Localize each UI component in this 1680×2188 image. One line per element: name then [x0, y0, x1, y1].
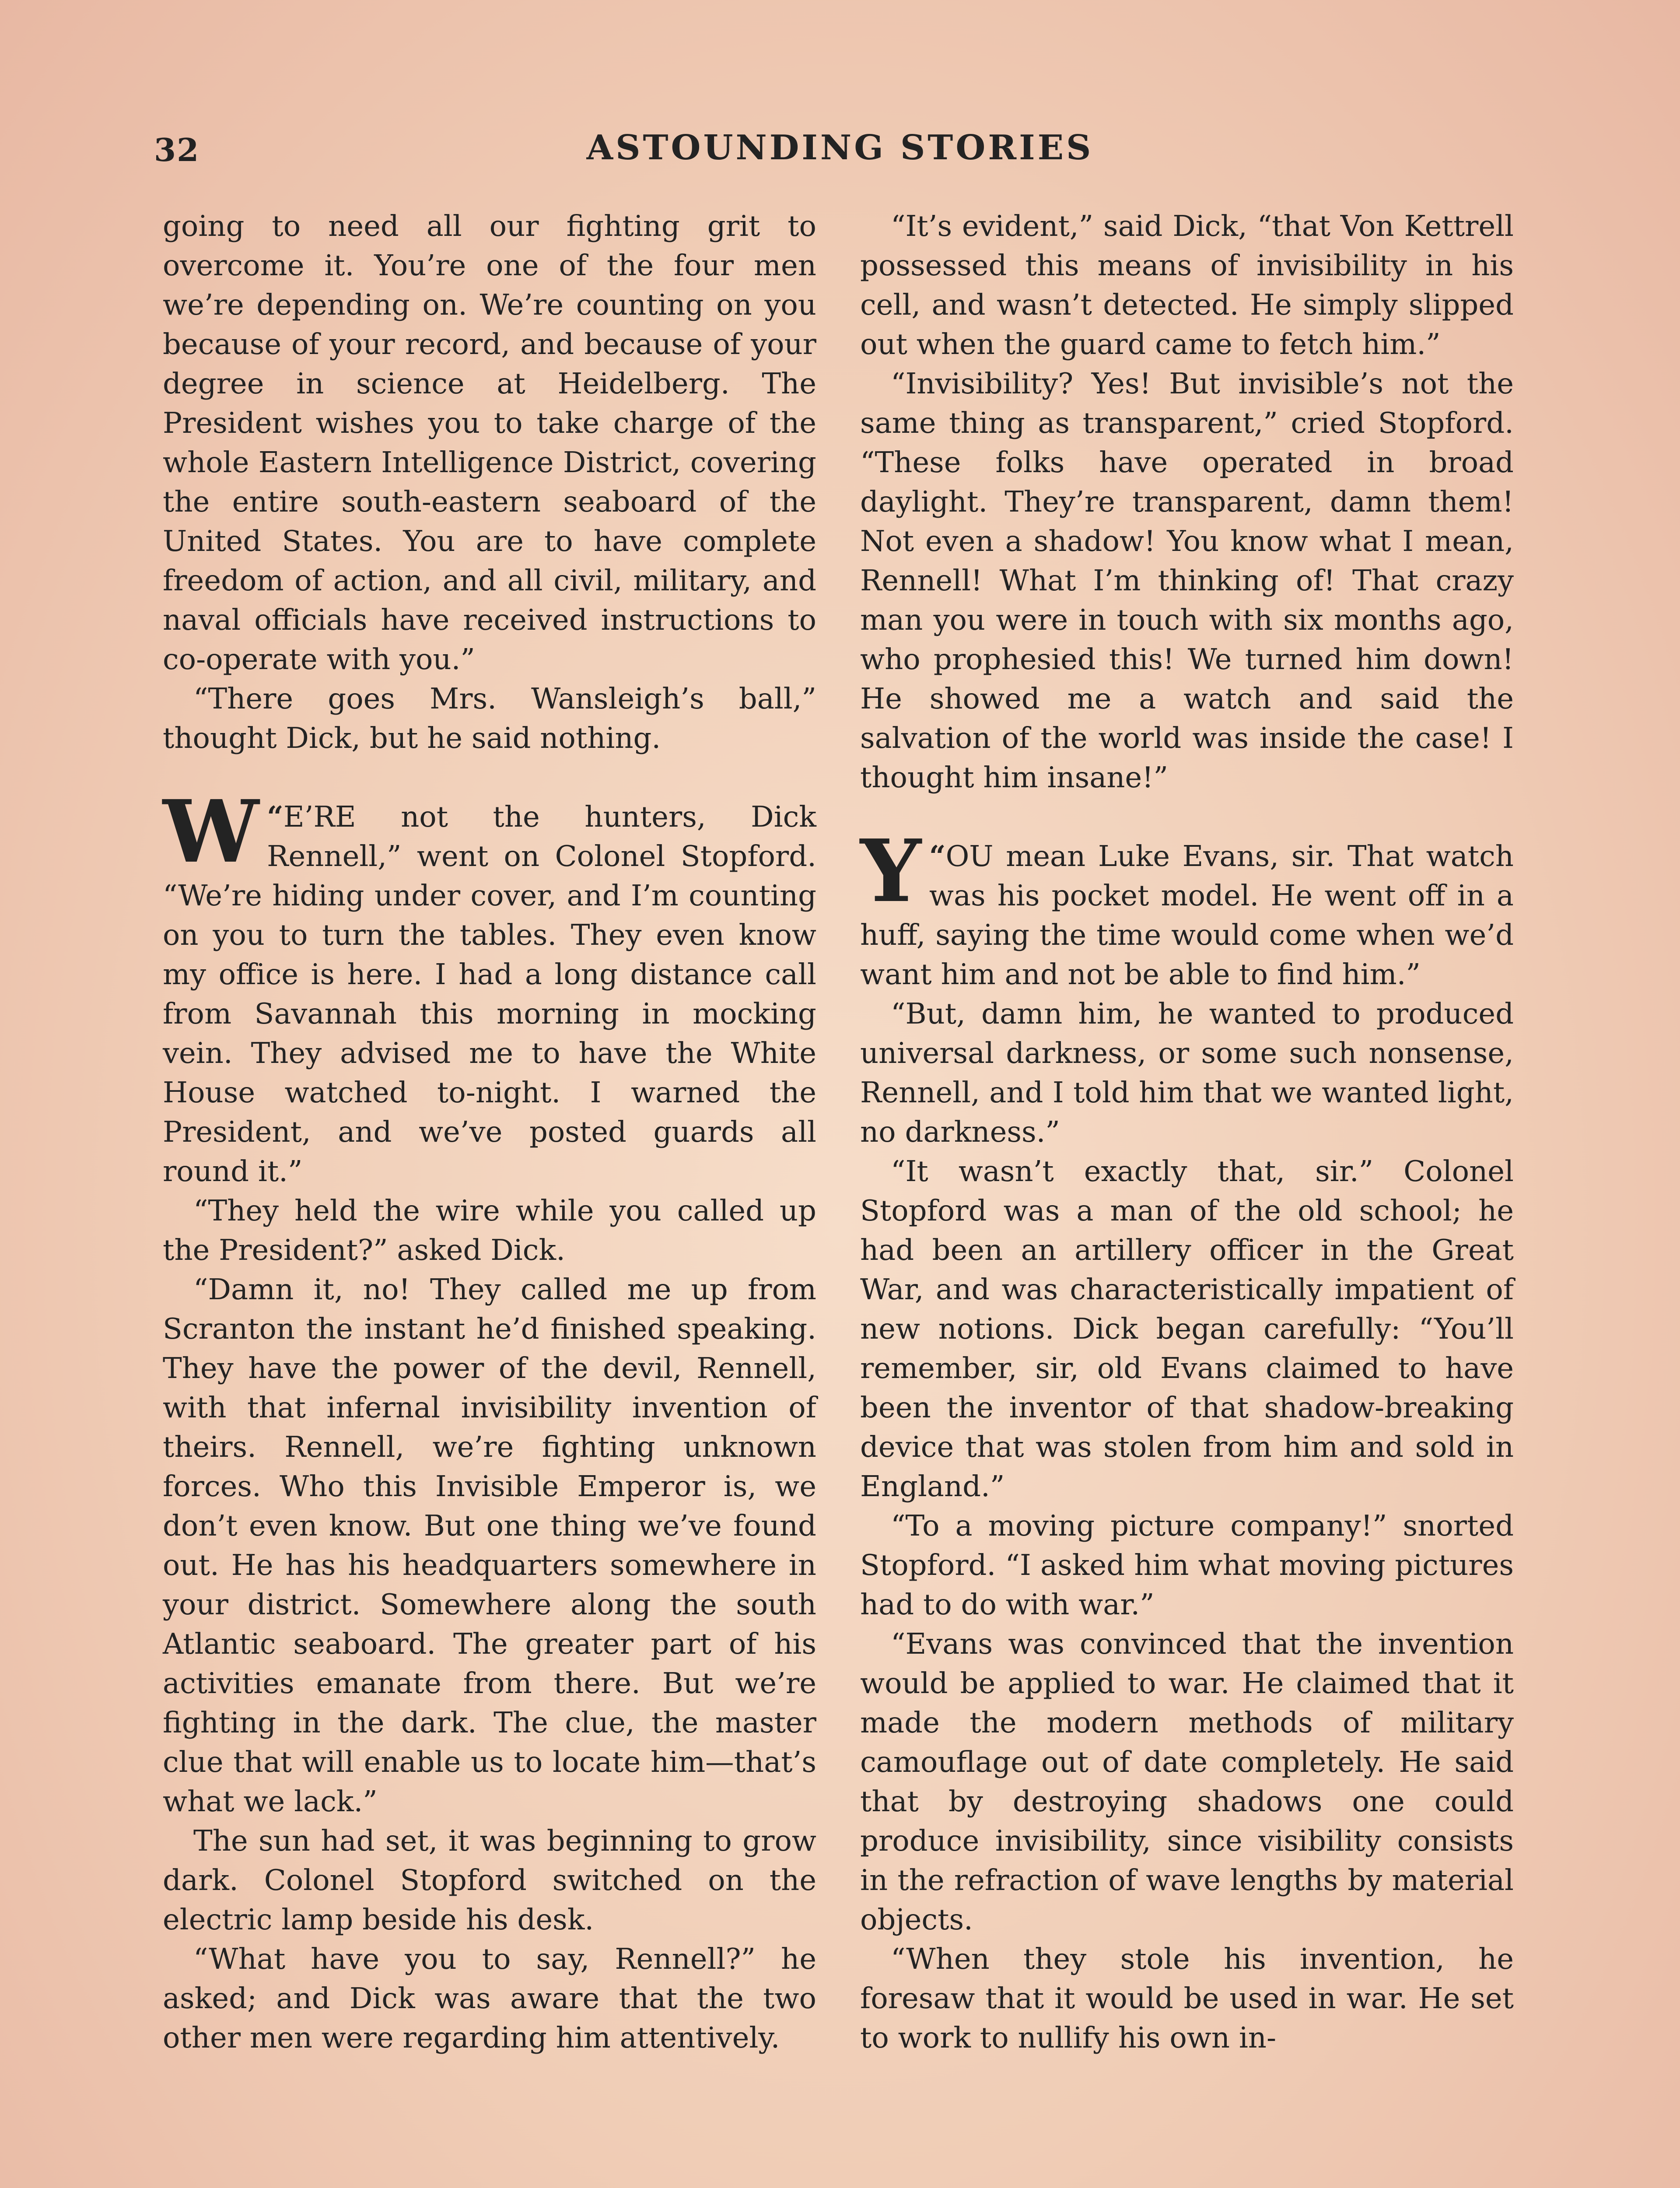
paragraph: “Damn it, no! They called me up from Scranton the instant he’d finished speaking. They have the power of the devil, Rennell, with that infernal invisibility invention of theirs. Rennell, we’re fighting unknown forces. Who this Invisible Emperor is, we don’t even know. But one thing we’ve found out. He has his headquarters somewhere in your district. Somewhere along the south Atlantic seaboard. The greater part of his activities emanate from there. But we’re fighting in the dark. The clue, the master clue that will enable us to locate him—that’s what we lack.”	[163, 1273, 816, 1818]
open-quote: “	[929, 839, 946, 873]
paragraph: “But, damn him, he wanted to produced universal darkness, or some such nonsense, Rennell, and I told him that we wanted light, no darkness.”	[860, 997, 1514, 1149]
paragraph: “Invisibility? Yes! But invisible’s not the same thing as transparent,” cried Stopford. “These folks have operated in broad daylight. They’re transparent, damn them! Not even a shadow! You know what I mean, Rennell! What I’m thinking of! That crazy man you were in touch with six months ago, who prophesied this! We turned him down! He showed me a watch and said the salvation of the world was inside the case! I thought him insane!”	[860, 367, 1514, 794]
paragraph: The sun had set, it was beginning to grow dark. Colonel Stopford switched on the electric lamp beside his desk.	[163, 1824, 816, 1936]
open-quote: “	[267, 800, 284, 834]
paragraph: “It’s evident,” said Dick, “that Von Kettrell possessed this means of invisibility in his cell, and wasn’t detected. He simply slipped out when the guard came to fetch him.”	[860, 210, 1514, 361]
paragraph: “They held the wire while you called up the President?” asked Dick.	[163, 1194, 816, 1267]
running-head: ASTOUNDING STORIES	[586, 128, 1094, 168]
page-number: 32	[154, 131, 200, 168]
paragraph: “It wasn’t exactly that, sir.” Colonel Stopford was a man of the old school; he had been an artillery officer in the Great War, and was characteristically impatient of new notions. Dick began carefully: “You’ll remember, sir, old Evans claimed to have been the inventor of that shadow-breaking device that was stolen from him and sold in England.”	[860, 1155, 1514, 1503]
paragraph: “There goes Mrs. Wansleigh’s ball,” thought Dick, but he said nothing.	[163, 682, 816, 755]
paragraph-text: OU mean Luke Evans, sir. That watch was his pocket model. He went off in a huff, saying the time would come when we’d want him and not be able to find him.”	[860, 840, 1514, 991]
drop-cap: Y	[860, 821, 921, 922]
paragraph: “What have you to say, Rennell?” he asked; and Dick was aware that the two other men were regarding him attentively.	[163, 1943, 816, 2055]
section-paragraph	[163, 782, 816, 1191]
paragraph: “When they stole his invention, he foresaw that it would be used in war. He set to work to nullify his own in-	[860, 1943, 1514, 2055]
paragraph-text: E’RE not the hunters, Dick Rennell,” went on Colonel Stopford. “We’re hiding under cover, and I’m counting on you to turn the tables. They even know my office is here. I had a long distance call from Savannah this morning in mocking vein. They advised me to have the White House watched to-night. I warned the President, and we’ve posted guards all round it.”	[163, 800, 816, 1188]
left-column	[163, 207, 816, 2058]
section-paragraph	[860, 821, 1514, 994]
paragraph: “To a moving picture company!” snorted Stopford. “I asked him what moving pictures had to do with war.”	[860, 1509, 1514, 1621]
drop-cap: W	[163, 782, 259, 882]
paragraph: “Evans was convinced that the invention would be applied to war. He claimed that it made the modern methods of military camouflage out of date completely. He said that by destroying shadows one could produce invisibility, since visibility consists in the refraction of wave lengths by material objects.	[860, 1627, 1514, 1936]
right-column	[860, 207, 1514, 2058]
paragraph: going to need all our fighting grit to overcome it. You’re one of the four men we’re depending on. We’re counting on you because of your record, and because of your degree in science at Heidelberg. The President wishes you to take charge of the whole Eastern Intelligence District, covering the entire south-eastern seaboard of the United States. You are to have complete freedom of action, and all civil, military, and naval officials have received instructions to co-operate with you.”	[163, 210, 816, 676]
